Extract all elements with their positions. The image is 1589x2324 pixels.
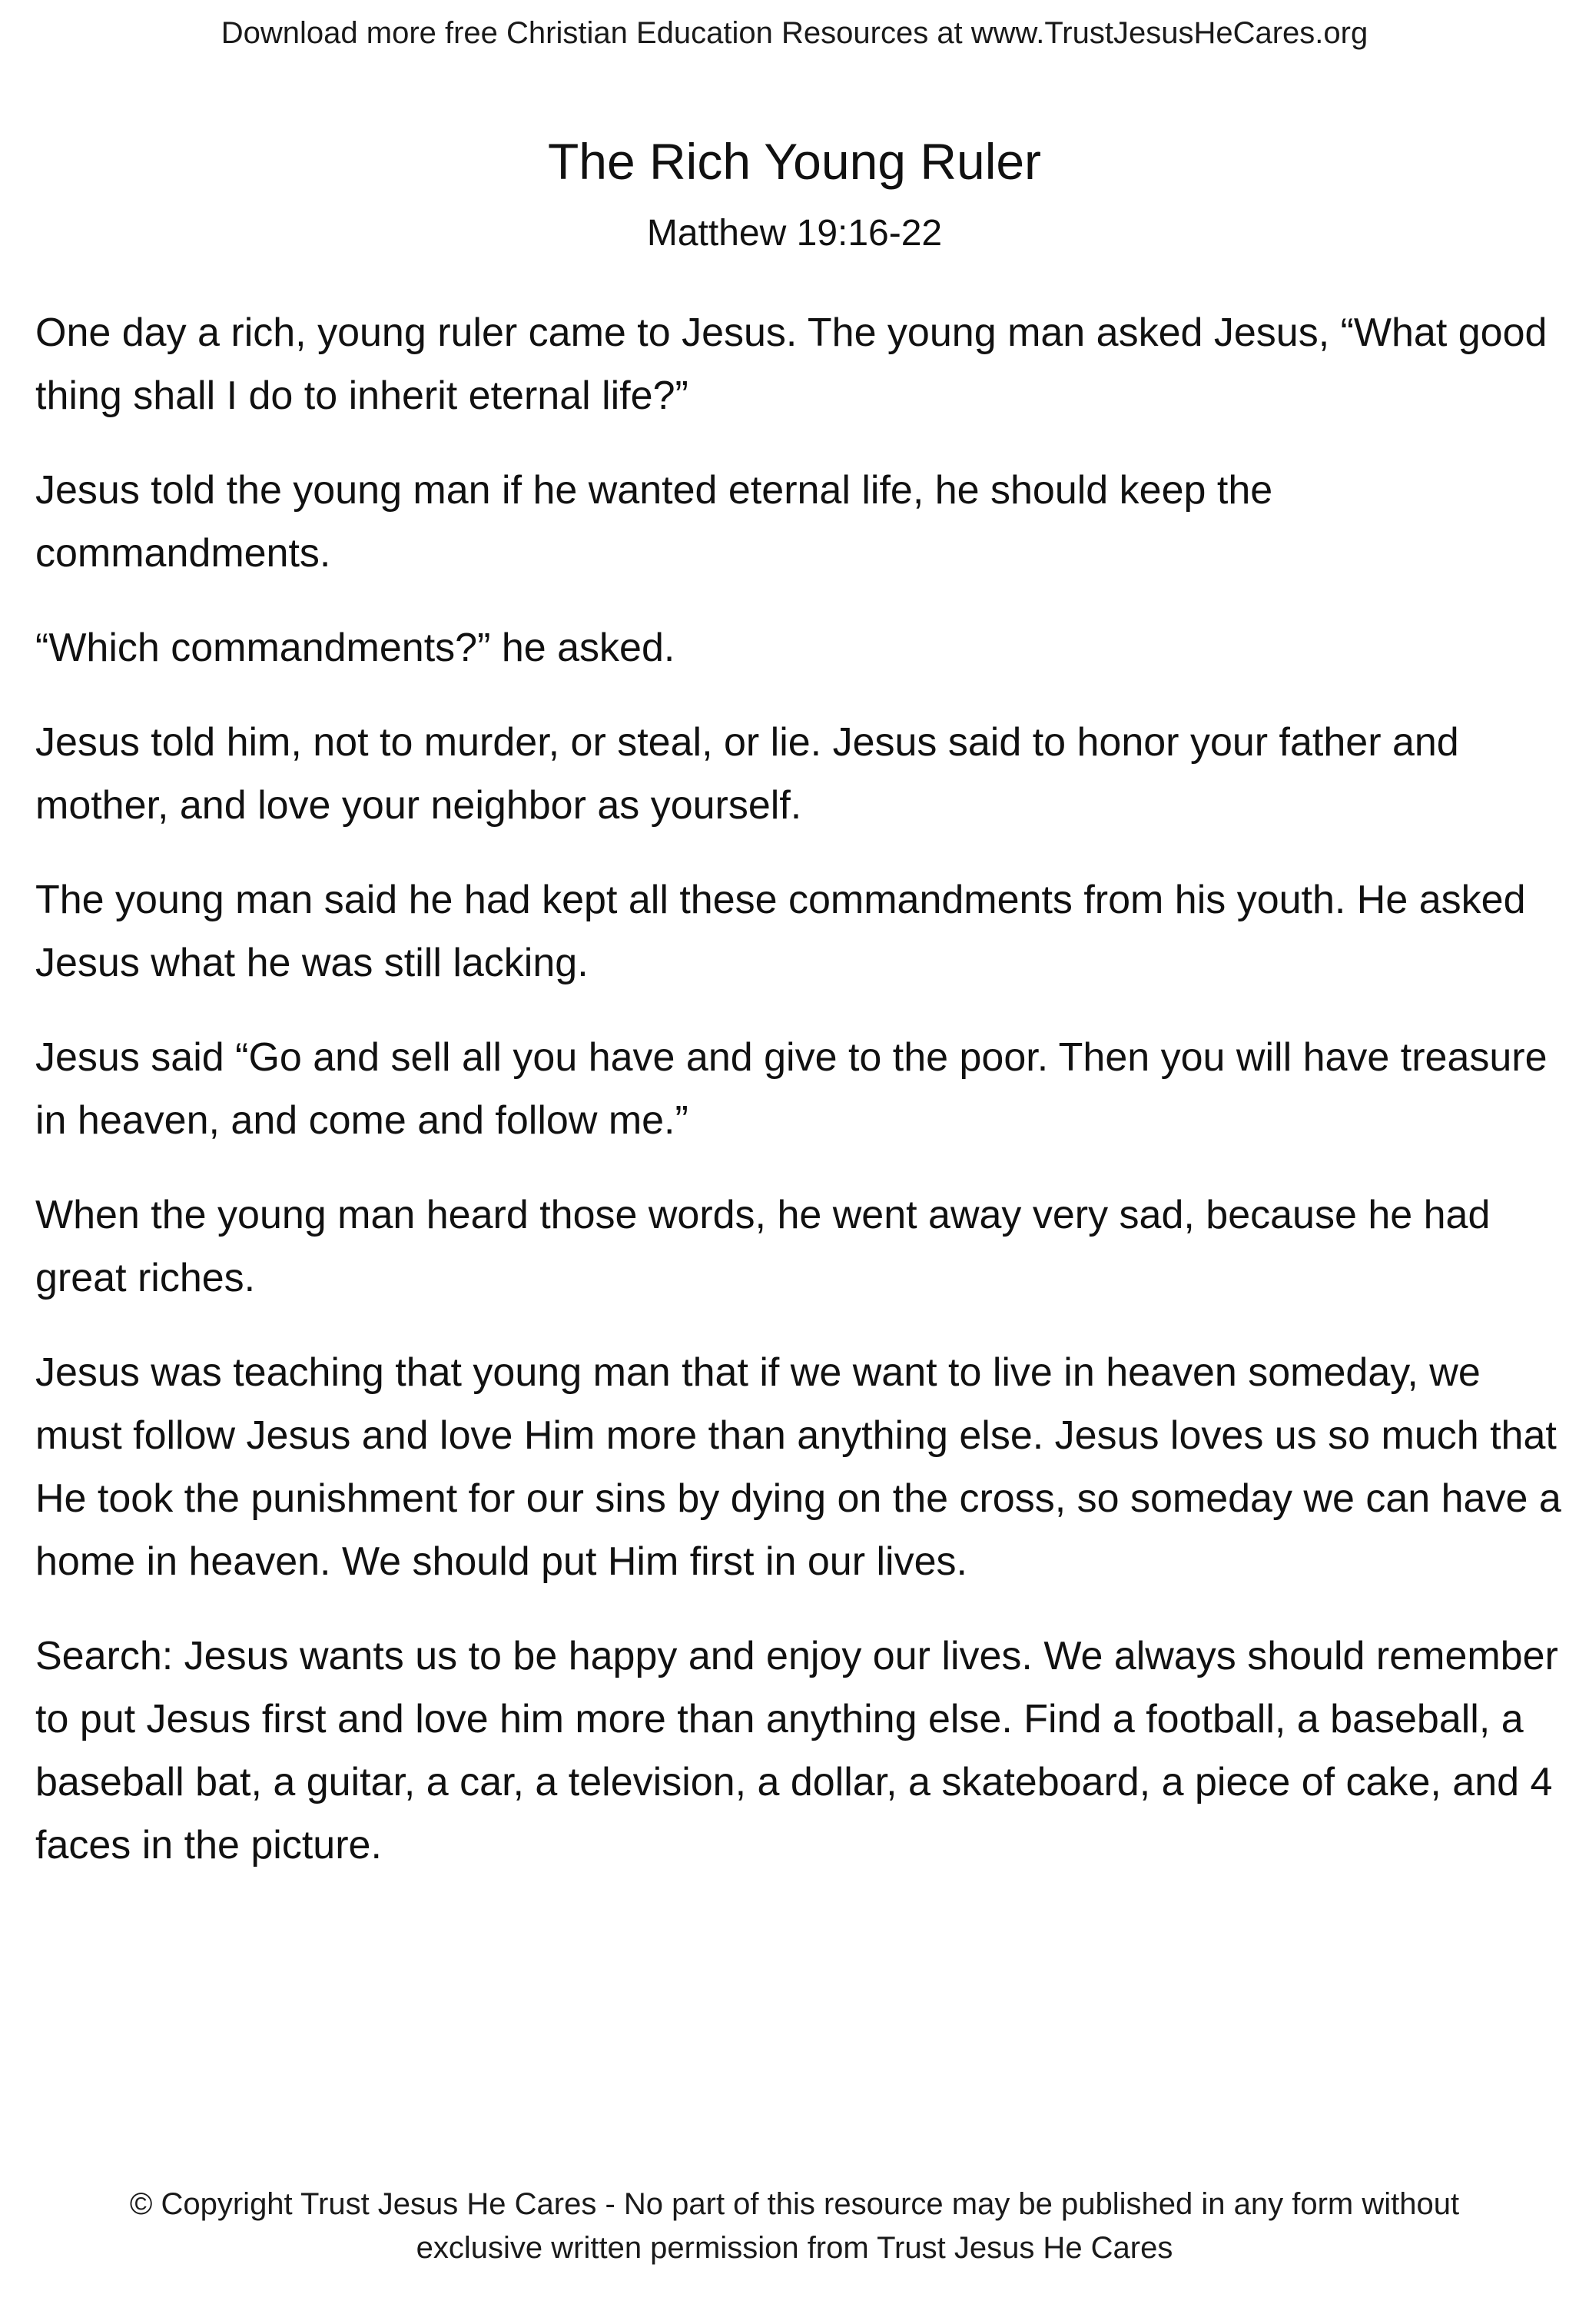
story-paragraph: “Which commandments?” he asked. xyxy=(35,626,675,670)
story-paragraph: The young man said he had kept all these commandments from his youth. He asked Jesus what he was still lacking. xyxy=(35,878,1526,985)
copyright-line-1: © Copyright Trust Jesus He Cares - No part of this resource may be published in any form without xyxy=(129,2187,1460,2221)
story-paragraph: When the young man heard those words, he went away very sad, because he had great riches. xyxy=(35,1193,1491,1300)
header-download-note: Download more free Christian Education Resources at www.TrustJesusHeCares.org xyxy=(221,16,1368,50)
story-paragraph: One day a rich, young ruler came to Jesus. The young man asked Jesus, “What good thing shall I do to inherit eternal life?” xyxy=(35,310,1548,418)
story-paragraph: Jesus told the young man if he wanted eternal life, he should keep the commandments. xyxy=(35,468,1273,576)
copyright-line-2: exclusive written permission from Trust Jesus He Cares xyxy=(416,2231,1173,2265)
story-paragraph: Jesus said “Go and sell all you have and give to the poor. Then you will have treasure in heaven, and come and follow me.” xyxy=(35,1035,1548,1143)
copyright-footer xyxy=(0,2183,1589,2270)
story-paragraph: Jesus told him, not to murder, or steal, or lie. Jesus said to honor your father and mother, and love your neighbor as yourself. xyxy=(35,720,1459,828)
story-body xyxy=(35,301,1564,1908)
page-title: The Rich Young Ruler xyxy=(547,133,1042,190)
scripture-reference: Matthew 19:16-22 xyxy=(646,213,943,254)
search-instructions: Search: Jesus wants us to be happy and enjoy our lives. We always should remember to put Jesus first and love him more than anything else. Find a football, a baseball, a baseball bat, a guitar, a car, a television, a dollar, a skateboard, a piece of cake, and 4 faces in the picture. xyxy=(35,1634,1558,1868)
story-paragraph: Jesus was teaching that young man that if we want to live in heaven someday, we must follow Jesus and love Him more than anything else. Jesus loves us so much that He took the punishment for our sins by dying on the cross, so someday we can have a home in heaven. We should put Him first in our lives. xyxy=(35,1350,1561,1584)
